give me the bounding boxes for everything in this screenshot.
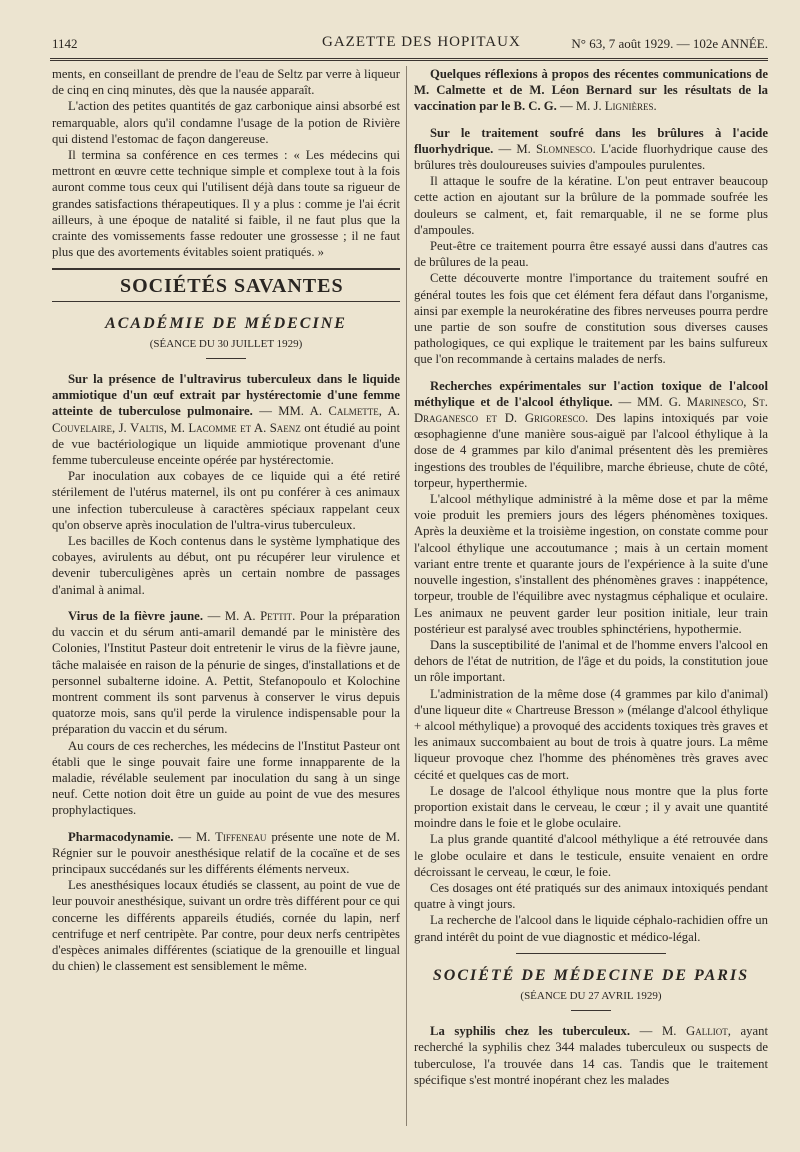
paragraph: La plus grande quantité d'alcool méthylique a été retrouvée dans le globe oculaire et dans le testicule, ensuite venaient en ordre décroissant le cerveau, le cœur, le foie.: [414, 832, 768, 879]
article-heading: Quelques réflexions à propos des récentes communications de M. Calmette et de M. Léon Bernard sur les résultats de la vaccination par le B. C. G.: [414, 67, 768, 114]
paragraph: Les bacilles de Koch contenus dans le système lymphatique des cobayes, avirulents au début, ont pu récupérer leur virulence et devenir tuberculigènes après un certain nombre de passages d'animal à animal.: [52, 534, 400, 597]
paragraph: L'alcool méthylique administré à la même dose et par la même voie produit les premiers jours des légers phénomènes toxiques. Après la deuxième et la troisième ingestion, on constate comme pour l'alcool éthylique une accoutumance ; mais à un certain moment variant entre trente et quarante jours de l'expérience à la suite d'une nouvelle ingestion, s'installent des phénomènes graves : inappétence, torpeur, trouble de l'équilibre avec nystagmus céphalique et oculaire. Les animaux ne peuvent garder leur position initiale, leur train postérieur est paralysé avec troubles sphinctériens, hypothermie.: [414, 492, 768, 636]
article-heading: La syphilis chez les tuberculeux.: [430, 1024, 631, 1039]
article-paragraph: [52, 608, 400, 738]
article-paragraph: [414, 1023, 768, 1088]
divider: [571, 1010, 611, 1011]
divider: [206, 358, 246, 359]
article-heading: Virus de la fièvre jaune.: [68, 608, 203, 623]
section-title: SOCIÉTÉS SAVANTES: [120, 275, 344, 298]
page-number: 1142: [52, 36, 78, 51]
article-text: Pour la préparation du vaccin et du sérum anti-amaril demandé par le ministère des Colonies, l'Institut Pasteur doit entretenir le virus de la fièvre jaune, tâche malaisée en raison de la pénurie de singes, d'installations et de personnel subalterne idoine. A. Pettit, Stefanopoulo et Kolochine montrent comment ils sont parvenus à conserver le virus depuis quatorze mois, sans qu'il perde la virulence indispensable pour la préparation du vaccin et du sérum.: [52, 608, 400, 737]
article-heading: Sur la présence de l'ultravirus tuberculeux dans le liquide ammiotique d'un œuf extrait par hystérectomie d'une femme atteinte de tuberculose pulmonaire.: [52, 372, 400, 419]
paragraph: Peut-être ce traitement pourra être essayé aussi dans d'autres cas de brûlures de la peau.: [414, 239, 768, 270]
paragraph: L'administration de la même dose (4 grammes par kilo d'animal) d'une liqueur dite « Chartreuse Bresson » (mélange d'alcool éthylique + alcool méthylique) a provoqué des accidents toxiques très graves et les animaux succombaient au bout de trois à quatre jours. La même liqueur provoque chez l'homme des phénomènes très graves avec cécité et quelques cas de mort.: [414, 686, 768, 782]
article-authors: — M. Slomnesco.: [493, 141, 596, 156]
article-paragraph: [52, 829, 400, 878]
right-column: [414, 66, 768, 1088]
paragraph: Les anesthésiques locaux étudiés se classent, au point de vue de leur pouvoir anesthésique, suivant un ordre très différent pour ce qui concerne les différents appareils étudiés, cornée du lapin, nerf centrifuge et nerf centripète. Par contre, pour deux nerfs centripètes d'espèces animales différentes (sciatique de la grenouille et lingual du chien) le classement est sensiblement le même.: [52, 878, 400, 974]
article-authors: — MM. A. Calmette, A. Couvelaire, J. Valtis, M. Lacomme et A. Saenz: [52, 404, 400, 435]
section-rule: [52, 301, 400, 302]
issue-info: N° 63, 7 août 1929. — 102e ANNÉE.: [571, 36, 768, 51]
paragraph: Dans la susceptibilité de l'animal et de l'homme envers l'alcool en dehors de l'état de nutrition, de l'âge et du poids, la constitution joue un rôle important.: [414, 637, 768, 685]
article-authors: — M. Galliot,: [630, 1024, 731, 1039]
left-column: [52, 66, 400, 974]
society-session: (SÉANCE DU 27 AVRIL 1929): [520, 989, 662, 1002]
paragraph: Le dosage de l'alcool éthylique nous montre que la plus forte proportion existait dans le cerveau, le cœur ; il y avait une quantité moindre dans le foie et le globe oculaire.: [414, 783, 768, 831]
section-rule: [52, 268, 400, 270]
article-authors: — M. J. Lignières.: [556, 99, 657, 114]
academy-heading: ACADÉMIE DE MÉDECINE: [105, 314, 347, 332]
article-text: ont étudié au point de vue bactériologique un liquide ammiotique provenant d'une femme tuberculeuse enceinte opérée par hystérectomie.: [52, 420, 400, 468]
paragraph: Cette découverte montre l'importance du traitement soufré en général toutes les fois que cet élément fera défaut dans l'organisme, ainsi par exemple la neurokératine des fibres nerveuses pourra perdre une partie de son soufre de constitution sous diverses causes pathologiques, ce qui explique le traitement par les bains sulfureux que l'on recommande à certains malades de nerfs.: [414, 271, 768, 367]
article-authors: — M. A. Pettit.: [203, 608, 296, 623]
article-text: Des lapins intoxiqués par voie œsophagienne d'une manière sous-aiguë par l'alcool éthylique à la dose de 4 grammes par kilo d'animal présentent dès les premières ingestions des troubles de l'équilibre, marche ébrieuse, chute de côté, torpeur, hyperthermie.: [414, 411, 768, 490]
page-header: [52, 34, 768, 56]
article-heading: Pharmacodynamie.: [68, 829, 174, 844]
paragraph: Au cours de ces recherches, les médecins de l'Institut Pasteur ont établi que le singe pouvait faire une forme innapparente de la maladie, révélable seulement par inoculation du sang à un singe neuf. Cette notion doit être un guide au point de vue des mesures prophylactiques.: [52, 738, 400, 818]
article-heading: Sur le traitement soufré dans les brûlures à l'acide fluorhydrique.: [414, 125, 768, 156]
journal-title: GAZETTE DES HOPITAUX: [322, 34, 521, 50]
society-heading: SOCIÉTÉ DE MÉDECINE DE PARIS: [432, 966, 750, 984]
paragraph: La recherche de l'alcool dans le liquide céphalo-rachidien offre un grand intérêt du point de vue diagnostic et médico-légal.: [414, 913, 768, 944]
article-paragraph: [414, 125, 768, 174]
divider: [516, 953, 666, 954]
paragraph: Par inoculation aux cobayes de ce liquide qui a été retiré stérilement de l'utérus maternel, ils ont pu conférer à ces animaux une infection tuberculeuse à caractères spéciaux rappelant ceux qu'on observe après inoculation de l'ultra-virus tuberculeux.: [52, 469, 400, 532]
column-separator: [406, 66, 407, 1126]
paragraph: ments, en conseillant de prendre de l'eau de Seltz par verre à liqueur de cinq en cinq minutes, dès que la nausée apparaît.: [52, 67, 400, 98]
article-text: présente une note de M. Régnier sur le pouvoir anesthésique relatif de la cocaïne et de ses principaux succédanés sur les différents éléments nerveux.: [52, 829, 400, 876]
paragraph: Il attaque le soufre de la kératine. L'on peut entraver beaucoup cette action en ajoutant sur la brûlure de la pommade soufrée les douleurs se calment, et, fait remarquable, il ne se forme plus d'ampoules.: [414, 174, 768, 237]
article-authors: — MM. G. Marinesco, St. Draganesco et D. Grigoresco.: [414, 394, 768, 426]
header-rule: [50, 58, 768, 61]
paragraph: L'action des petites quantités de gaz carbonique ainsi absorbé est remarquable, alors qu'il condamne l'usage de la potion de Rivière qui distend l'estomac de façon dangereuse.: [52, 99, 400, 146]
paragraph: Il termina sa conférence en ces termes : « Les médecins qui mettront en œuvre cette technique simple et complexe tout à la fois auront comme tous ceux qui l'utilisent déjà dans toute sa rigueur de grandes satisfactions thérapeutiques. Il y a plus : comme je l'ai écrit ailleurs, à une époque de natalité si faible, il ne faut plus que la crainte des vomissements fasse redouter une grossesse ; il ne faut plus que des avortements évitables soient pratiqués. »: [52, 148, 400, 260]
article-text: L'acide fluorhydrique cause des brûlures très douloureuses suivies d'ampoules purulentes.: [414, 141, 768, 173]
paragraph: Ces dosages ont été pratiqués sur des animaux intoxiqués pendant quatre à vingt jours.: [414, 880, 768, 912]
article-paragraph: [52, 371, 400, 468]
article-paragraph: [414, 378, 768, 491]
article-heading: Recherches expérimentales sur l'action toxique de l'alcool méthylique et de l'alcool éthylique.: [414, 378, 768, 409]
academy-session: (SÉANCE DU 30 JUILLET 1929): [149, 337, 303, 350]
article-text: ayant recherché la syphilis chez 344 malades tuberculeux ou suspects de tuberculose, l'a trouvée dans 14 cas. Tandis que le traitement spécifique s'est montré inopérant chez les malades: [414, 1024, 768, 1087]
article-authors: — M. Tiffeneau: [173, 829, 267, 844]
article-paragraph: [414, 66, 768, 115]
